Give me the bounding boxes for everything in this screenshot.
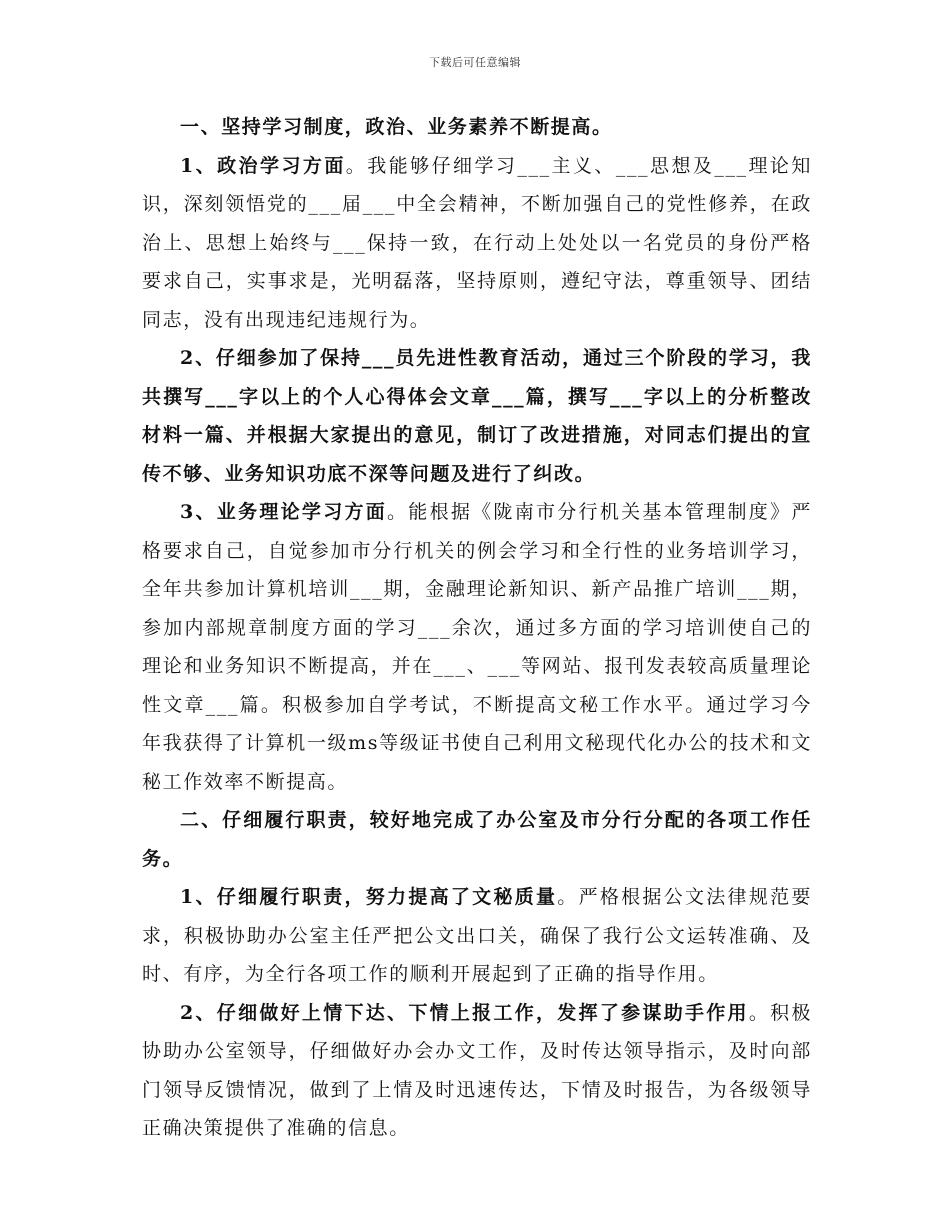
paragraph-business-theory <box>142 493 812 801</box>
paragraph-lead: 1、政治学习方面 <box>180 154 346 177</box>
document-body <box>142 108 812 1148</box>
paragraph-secretarial-quality <box>142 878 812 994</box>
paragraph-body: 。积极协助办公室领导，仔细做好办会办文工作，及时传达领导指示，及时向部门领导反馈情况，做到了上情及时迅速传达，下情及时报告，为各级领导正确决策提供了准确的信息。 <box>142 1001 812 1139</box>
paragraph-communication <box>142 994 812 1148</box>
section-heading-2: 二、仔细履行职责，较好地完成了办公室及市分行分配的各项工作任务。 <box>142 809 812 870</box>
paragraph-lead: 2、仔细做好上情下达、下情上报工作，发挥了参谋助手作用 <box>180 1001 749 1024</box>
paragraph-body: 。严格根据公文法律规范要求，积极协助办公室主任严把公文出口关，确保了我行公文运转准确、及时、有序，为全行各项工作的顺利开展起到了正确的指导作用。 <box>142 886 812 985</box>
paragraph-political-study <box>142 147 812 340</box>
paragraph-education-activity: 2、仔细参加了保持___员先进性教育活动，通过三个阶段的学习，我共撰写___字以上的个人心得体会文章___篇，撰写___字以上的分析整改材料一篇、并根据大家提出的意见，制订了改进措施，对同志们提出的宣传不够、业务知识功底不深等问题及进行了纠改。 <box>142 347 812 485</box>
paragraph-body: 。我能够仔细学习___主义、___思想及___理论知识，深刻领悟党的___届___中全会精神，不断加强自己的党性修养，在政治上、思想上始终与___保持一致，在行动上处处以一名党员的身份严格要求自己，实事求是，光明磊落，坚持原则，遵纪守法，尊重领导、团结同志，没有出现违纪违规行为。 <box>142 154 812 331</box>
section-heading-1: 一、坚持学习制度，政治、业务素养不断提高。 <box>180 116 613 138</box>
page-header: 下载后可任意编辑 <box>429 56 521 69</box>
paragraph-lead: 1、仔细履行职责，努力提高了文秘质量 <box>180 886 558 908</box>
paragraph-lead: 3、业务理论学习方面 <box>180 501 388 523</box>
paragraph-body: 。能根据《陇南市分行机关基本管理制度》严格要求自己，自觉参加市分行机关的例会学习和全行性的业务培训学习，全年共参加计算机培训___期，金融理论新知识、新产品推广培训___期，参加内部规章制度方面的学习___余次，通过多方面的学习培训使自己的理论和业务知识不断提高，并在___、___等网站、报刊发表较高质量理论性文章___篇。积极参加自学考试，不断提高文秘工作水平。通过学习今年我获得了计算机一级ms等级证书使自己利用文秘现代化办公的技术和文秘工作效率不断提高。 <box>142 501 812 793</box>
